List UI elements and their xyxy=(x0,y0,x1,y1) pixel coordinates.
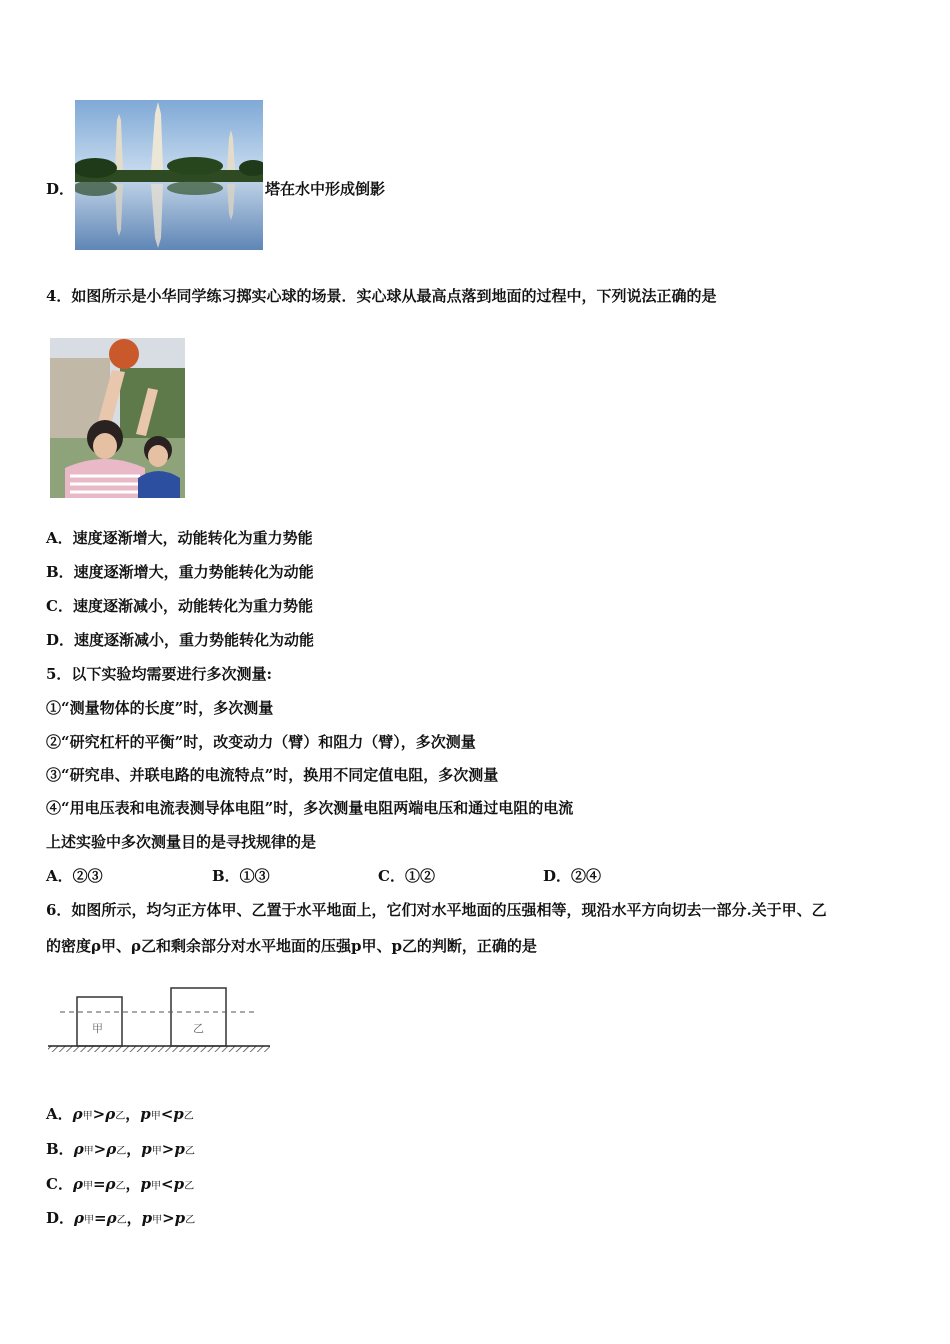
q4-option-a: A．速度逐渐增大，动能转化为重力势能 xyxy=(46,529,313,547)
q5-item-4: ④“用电压表和电流表测导体电阻”时，多次测量电阻两端电压和通过电阻的电流 xyxy=(46,799,574,817)
cube-yi-label: 乙 xyxy=(193,1022,204,1035)
q5-option-c: C．①② xyxy=(378,867,435,885)
q4-option-d: D．速度逐渐减小，重力势能转化为动能 xyxy=(46,631,315,649)
cubes-figure xyxy=(48,985,273,1055)
q5-option-a: A．②③ xyxy=(46,867,103,885)
q3-option-d-text: 塔在水中形成倒影 xyxy=(265,180,386,198)
q4-option-c: C．速度逐渐减小，动能转化为重力势能 xyxy=(46,597,313,615)
pagoda-reflection-photo xyxy=(75,100,263,250)
cube-yi xyxy=(171,988,226,1046)
q5-option-b: B．①③ xyxy=(212,867,270,885)
q6-stem-line2: 的密度ρ甲、ρ乙和剩余部分对水平地面的压强p甲、p乙的判断，正确的是 xyxy=(46,937,537,955)
q6-option-d: D．ρ甲=ρ乙，p甲>p乙 xyxy=(46,1209,196,1227)
q5-question: 上述实验中多次测量目的是寻找规律的是 xyxy=(46,833,317,851)
q4-stem: 4．如图所示是小华同学练习掷实心球的场景．实心球从最高点落到地面的过程中，下列说法正确的是 xyxy=(46,287,717,305)
cube-jia-label: 甲 xyxy=(92,1022,103,1035)
q6-stem-line1: 6．如图所示，均匀正方体甲、乙置于水平地面上，它们对水平地面的压强相等，现沿水平方向切去一部分.关于甲、乙 xyxy=(46,901,827,919)
q5-item-3: ③“研究串、并联电路的电流特点”时，换用不同定值电阻，多次测量 xyxy=(46,766,499,784)
q4-option-b: B．速度逐渐增大，重力势能转化为动能 xyxy=(46,563,314,581)
q5-stem: 5．以下实验均需要进行多次测量: xyxy=(46,665,272,683)
q5-option-d: D．②④ xyxy=(543,867,602,885)
q6-option-a: A．ρ甲>ρ乙，p甲<p乙 xyxy=(46,1105,194,1123)
q3-option-d-label: D． xyxy=(46,180,75,198)
q6-option-c: C．ρ甲=ρ乙，p甲<p乙 xyxy=(46,1175,195,1193)
q5-item-1: ①“测量物体的长度”时，多次测量 xyxy=(46,699,274,717)
q6-option-b: B．ρ甲>ρ乙，p甲>p乙 xyxy=(46,1140,195,1158)
shot-put-photo xyxy=(50,338,185,498)
q5-item-2: ②“研究杠杆的平衡”时，改变动力（臂）和阻力（臂），多次测量 xyxy=(46,733,476,751)
